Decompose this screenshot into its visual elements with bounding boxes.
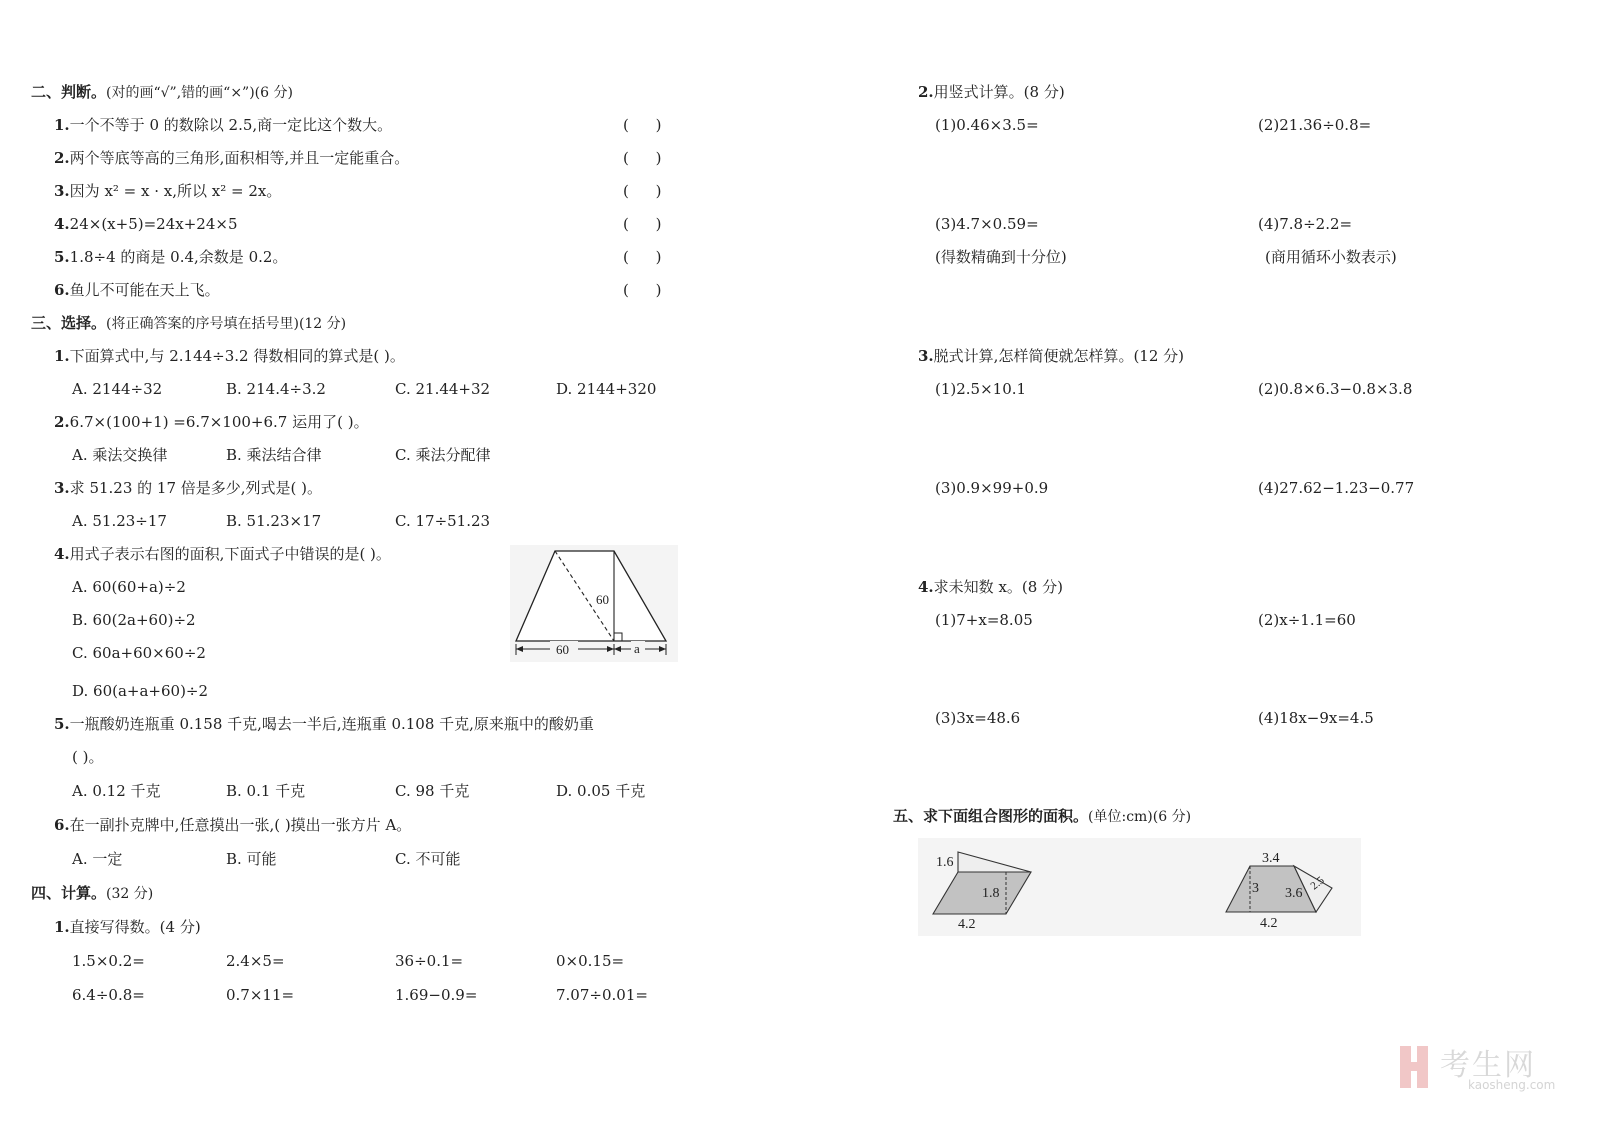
section-3-title: 三、选择。 [31, 314, 107, 332]
calc-part-3: 3.脱式计算,怎样简便就怎样算。(12 分) [918, 347, 1185, 365]
watermark-logo-icon [1398, 1044, 1434, 1090]
stepwise-calc-3[interactable]: (3)0.9×99+0.9 [935, 479, 1049, 497]
stepwise-calc-4[interactable]: (4)27.62−1.23−0.77 [1258, 479, 1415, 497]
equation-3[interactable]: (3)3x=48.6 [935, 709, 1021, 727]
oral-calc-8[interactable]: 7.07÷0.01= [556, 986, 648, 1004]
oral-calc-3[interactable]: 36÷0.1= [395, 952, 464, 970]
choice-q5-option-c[interactable]: C. 98 千克 [395, 782, 470, 800]
choice-q6-option-a[interactable]: A. 一定 [72, 850, 123, 868]
judge-item-6: 6.鱼儿不可能在天上飞。 [54, 281, 220, 299]
judge-answer-2[interactable]: ( ) [623, 149, 662, 167]
judge-answer-3[interactable]: ( ) [623, 182, 662, 200]
fig1-label-c: 4.2 [958, 917, 976, 932]
judge-item-4: 4.24×(x+5)=24x+24×5 [54, 215, 238, 233]
vertical-calc-1[interactable]: (1)0.46×3.5= [935, 116, 1039, 134]
watermark-url: kaosheng.com [1468, 1078, 1556, 1092]
section-4-heading [31, 884, 153, 903]
fig1-label-b: 1.8 [982, 886, 1000, 901]
oral-calc-2[interactable]: 2.4×5= [226, 952, 285, 970]
section-5-title: 五、求下面组合图形的面积。 [893, 807, 1089, 825]
fig2-label-c: 3.6 [1285, 886, 1303, 901]
section-5-note: (单位:cm)(6 分) [1088, 809, 1192, 825]
choice-q1-option-b[interactable]: B. 214.4÷3.2 [226, 380, 326, 398]
choice-q1-option-d[interactable]: D. 2144+320 [556, 380, 657, 398]
judge-answer-1[interactable]: ( ) [623, 116, 662, 134]
calc-part-4: 4.求未知数 x。(8 分) [918, 578, 1063, 596]
section-3-note: (将正确答案的序号填在括号里)(12 分) [106, 316, 347, 332]
choice-q6-option-b[interactable]: B. 可能 [226, 850, 277, 868]
choice-q4: 4.用式子表示右图的面积,下面式子中错误的是( )。 [54, 545, 391, 563]
vertical-calc-3[interactable]: (3)4.7×0.59= [935, 215, 1039, 233]
choice-q2: 2.6.7×(100+1) =6.7×100+6.7 运用了( )。 [54, 413, 369, 431]
oral-calc-1[interactable]: 1.5×0.2= [72, 952, 145, 970]
trapezoid-figure [510, 545, 678, 662]
section-4-note: (32 分) [106, 886, 154, 902]
watermark [1398, 1040, 1578, 1098]
fig1-label-a: 1.6 [936, 855, 954, 870]
oral-calc-4[interactable]: 0×0.15= [556, 952, 625, 970]
choice-q1-option-a[interactable]: A. 2144÷32 [72, 380, 163, 398]
judge-item-5: 5.1.8÷4 的商是 0.4,余数是 0.2。 [54, 248, 288, 266]
fig2-label-d: 2.5 [1308, 874, 1327, 893]
section-5-heading [893, 807, 1191, 826]
section-3-heading [31, 314, 346, 333]
choice-q5-blank[interactable]: ( )。 [72, 748, 104, 766]
stepwise-calc-1[interactable]: (1)2.5×10.1 [935, 380, 1027, 398]
choice-q3-option-a[interactable]: A. 51.23÷17 [72, 512, 167, 530]
oral-calc-5[interactable]: 6.4÷0.8= [72, 986, 145, 1004]
composite-figures [918, 838, 1361, 936]
choice-q2-option-b[interactable]: B. 乘法结合律 [226, 446, 322, 464]
judge-answer-4[interactable]: ( ) [623, 215, 662, 233]
vertical-calc-3-note: (得数精确到十分位) [935, 248, 1067, 266]
choice-q1-option-c[interactable]: C. 21.44+32 [395, 380, 491, 398]
choice-q4-option-c[interactable]: C. 60a+60×60÷2 [72, 644, 206, 662]
calc-part-2: 2.用竖式计算。(8 分) [918, 83, 1065, 101]
judge-answer-6[interactable]: ( ) [623, 281, 662, 299]
vertical-calc-2[interactable]: (2)21.36÷0.8= [1258, 116, 1372, 134]
section-2-title: 二、判断。 [31, 83, 107, 101]
base-label: 60 [556, 642, 569, 657]
fig2-label-b: 3 [1252, 881, 1259, 896]
vertical-calc-4[interactable]: (4)7.8÷2.2= [1258, 215, 1353, 233]
judge-item-3: 3.因为 x² = x · x,所以 x² = 2x。 [54, 182, 282, 200]
choice-q6: 6.在一副扑克牌中,任意摸出一张,( )摸出一张方片 A。 [54, 816, 412, 834]
choice-q5-option-d[interactable]: D. 0.05 千克 [556, 782, 646, 800]
equation-1[interactable]: (1)7+x=8.05 [935, 611, 1033, 629]
choice-q5-option-a[interactable]: A. 0.12 千克 [72, 782, 161, 800]
oral-calc-6[interactable]: 0.7×11= [226, 986, 295, 1004]
stepwise-calc-2[interactable]: (2)0.8×6.3−0.8×3.8 [1258, 380, 1413, 398]
section-2-note: (对的画“√”,错的画“×”)(6 分) [106, 85, 293, 101]
section-2-heading [31, 83, 293, 102]
choice-q3-option-c[interactable]: C. 17÷51.23 [395, 512, 491, 530]
watermark-text: 考生网 [1440, 1048, 1536, 1083]
choice-q2-option-c[interactable]: C. 乘法分配律 [395, 446, 491, 464]
fig2-label-a: 3.4 [1262, 851, 1280, 866]
choice-q4-option-b[interactable]: B. 60(2a+60)÷2 [72, 611, 196, 629]
choice-q5: 5.一瓶酸奶连瓶重 0.158 千克,喝去一半后,连瓶重 0.108 千克,原来瓶中的酸奶重 [54, 715, 594, 733]
choice-q3: 3.求 51.23 的 17 倍是多少,列式是( )。 [54, 479, 323, 497]
equation-2[interactable]: (2)x÷1.1=60 [1258, 611, 1356, 629]
height-label: 60 [596, 592, 609, 607]
judge-item-1: 1.一个不等于 0 的数除以 2.5,商一定比这个数大。 [54, 116, 393, 134]
vertical-calc-4-note: (商用循环小数表示) [1265, 248, 1397, 266]
choice-q6-option-c[interactable]: C. 不可能 [395, 850, 461, 868]
oral-calc-7[interactable]: 1.69−0.9= [395, 986, 478, 1004]
equation-4[interactable]: (4)18x−9x=4.5 [1258, 709, 1374, 727]
choice-q1: 1.下面算式中,与 2.144÷3.2 得数相同的算式是( )。 [54, 347, 405, 365]
judge-answer-5[interactable]: ( ) [623, 248, 662, 266]
part-label: a [634, 641, 640, 656]
choice-q3-option-b[interactable]: B. 51.23×17 [226, 512, 322, 530]
calc-part-1: 1.直接写得数。(4 分) [54, 918, 201, 936]
choice-q4-option-a[interactable]: A. 60(60+a)÷2 [72, 578, 186, 596]
judge-item-2: 2.两个等底等高的三角形,面积相等,并且一定能重合。 [54, 149, 410, 167]
section-4-title: 四、计算。 [31, 884, 107, 902]
choice-q5-option-b[interactable]: B. 0.1 千克 [226, 782, 306, 800]
fig2-label-e: 4.2 [1260, 916, 1278, 931]
choice-q4-option-d[interactable]: D. 60(a+a+60)÷2 [72, 682, 209, 700]
choice-q2-option-a[interactable]: A. 乘法交换律 [72, 446, 168, 464]
